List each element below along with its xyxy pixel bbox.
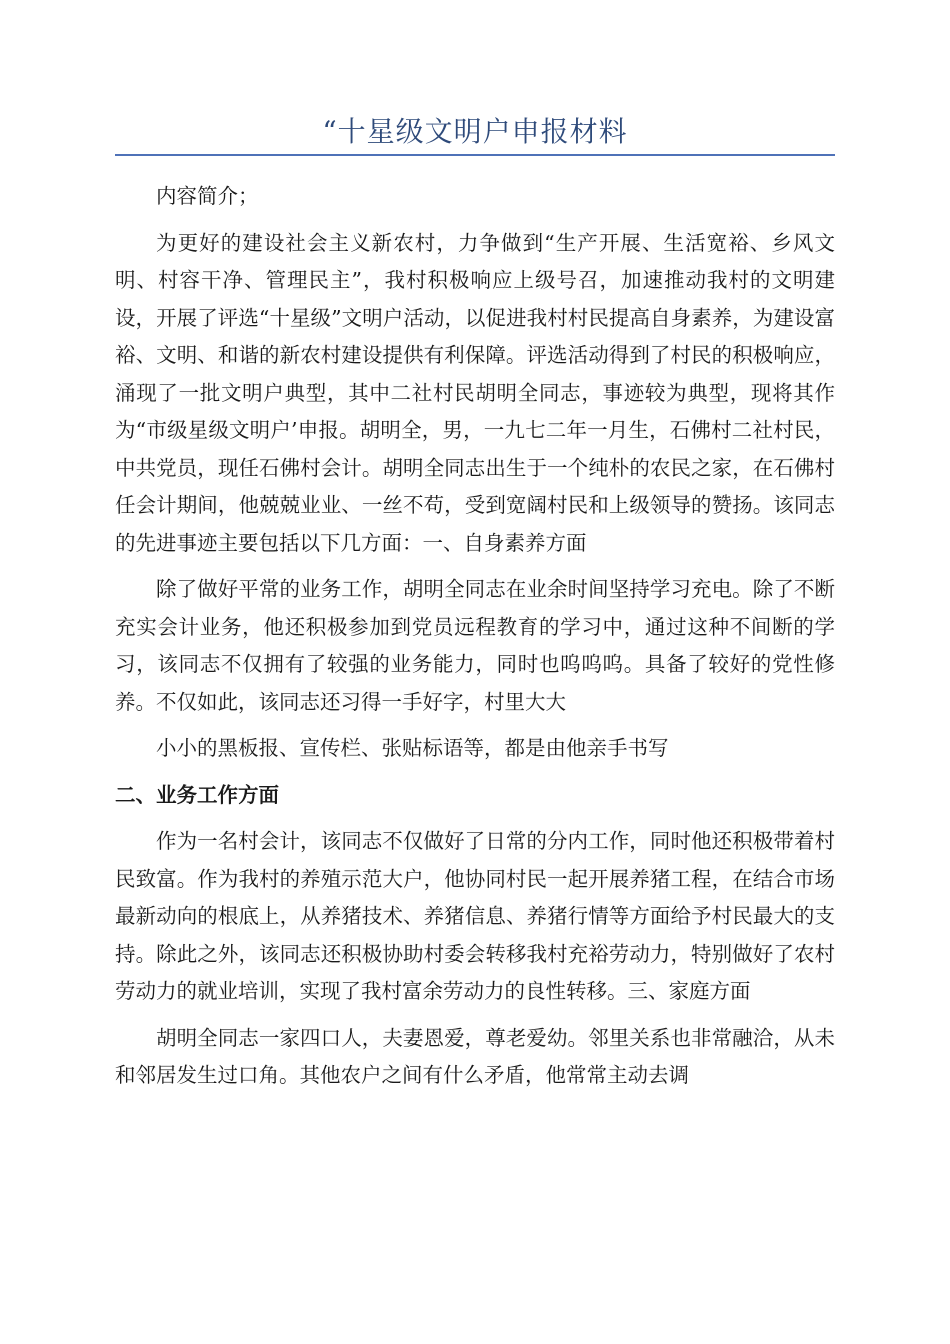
- section-heading-business-work: 二、业务工作方面: [115, 782, 279, 807]
- paragraph-self-cultivation: 除了做好平常的业务工作，胡明全同志在业余时间坚持学习充电。除了不断充实会计业务，他还积极参加到党员远程教育的学习中，通过这种不间断的学习，该同志不仅拥有了较强的业务能力，同时也呜呜呜。具备了较好的党性修养。不仅如此，该同志还习得一手好字，村里大大: [115, 577, 835, 714]
- intro-label: 内容简介；: [156, 184, 259, 208]
- document-title: “十星级文明户申报材料: [322, 115, 628, 148]
- paragraph-background: 为更好的建设社会主义新农村，力争做到“生产开展、生活宽裕、乡风文明、村容干净、管理民主”，我村积极响应上级号召，加速推动我村的文明建设，开展了评选“十星级”文明户活动，以促进我村村民提高自身素养，为建设富裕、文明、和谐的新农村建设提供有利保障。评选活动得到了村民的积极响应，涌现了一批文明户典型，其中二社村民胡明全同志，事迹较为典型，现将其作为“市级星级文明户’申报。胡明全，男，一九七二年一月生，石佛村二社村民，中共党员，现任石佛村会计。胡明全同志出生于一个纯朴的农民之家，在石佛村任会计期间，他兢兢业业、一丝不苟，受到宽阔村民和上级领导的赞扬。该同志的先进事迹主要包括以下几方面：一、自身素养方面: [115, 230, 835, 555]
- paragraph-handwriting: 小小的黑板报、宣传栏、张贴标语等，都是由他亲手书写: [156, 736, 669, 760]
- title-underline: [115, 154, 835, 156]
- document-body: [115, 178, 835, 1095]
- paragraph-family: 胡明全同志一家四口人，夫妻恩爱，尊老爱幼。邻里关系也非常融洽，从未和邻居发生过口角。其他农户之间有什么矛盾，他常常主动去调: [115, 1025, 835, 1087]
- paragraph-business-work: 作为一名村会计，该同志不仅做好了日常的分内工作，同时他还积极带着村民致富。作为我村的养殖示范大户，他协同村民一起开展养猪工程，在结合市场最新动向的根底上，从养猪技术、养猪信息、养猪行情等方面给予村民最大的支持。除此之外，该同志还积极协助村委会转移我村充裕劳动力，特别做好了农村劳动力的就业培训，实现了我村富余劳动力的良性转移。三、家庭方面: [115, 829, 835, 1003]
